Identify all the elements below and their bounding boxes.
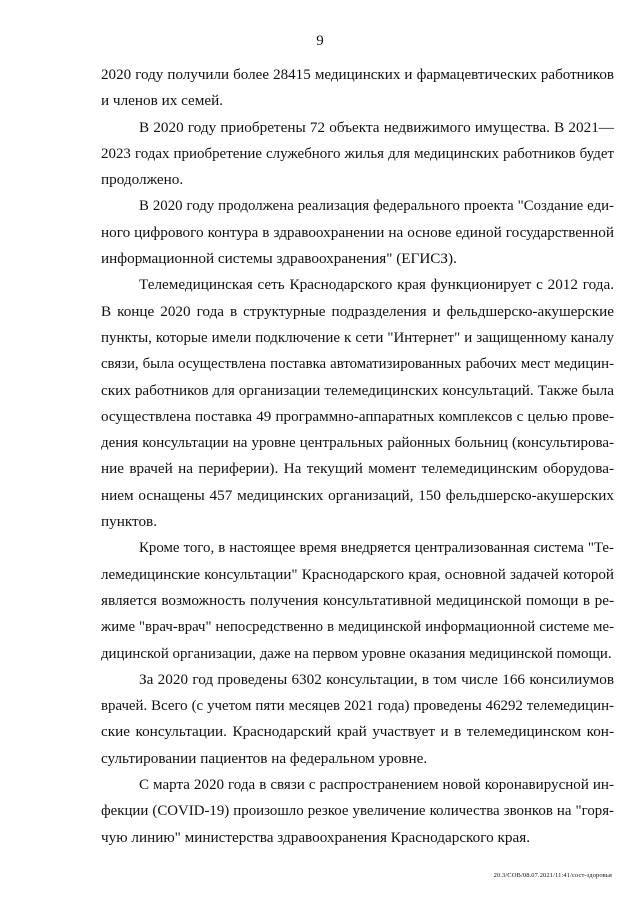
text-line: пунктов. <box>101 513 158 531</box>
text-line: является возможность получения консультативной медицинской помощи в ре- <box>101 591 614 609</box>
text-line: связи, была осуществлена поставка автоматизированных рабочих мест медицин- <box>101 356 614 373</box>
text-line: лемедицинские консультации" Краснодарского края, основной задачей которой <box>101 566 614 583</box>
text-line: информационной системы здравоохранения" (ЕГИСЗ). <box>101 250 457 268</box>
text-line: нием оснащены 457 медицинских организаций, 150 фельдшерско-акушерских <box>101 486 614 504</box>
text-line: осуществлена поставка 49 программно-аппаратных комплексов с целью прове- <box>101 408 614 425</box>
text-line: 2020 году получили более 28415 медицинских и фармацевтических работников <box>101 67 614 83</box>
text-line: ских работников для организации телемедицинских консультаций. Также была <box>101 381 614 399</box>
text-line: Телемедицинская сеть Краснодарского края функционирует с 2012 года. <box>139 276 614 294</box>
text-line: фекции (COVID-19) произошло резкое увеличение количества звонков на "горя- <box>101 803 614 820</box>
text-line: Кроме того, в настоящее время внедряется централизованная система "Те- <box>139 540 614 557</box>
text-line: врачей. Всего (с учетом пяти месяцев 2021 года) проведены 46292 телемедицин- <box>101 698 614 715</box>
text-line: ние врачей на периферии). На текущий момент телемедицинским оборудова- <box>101 460 614 478</box>
text-line: В 2020 году приобретены 72 объекта недвижимого имущества. В 2021— <box>139 118 614 136</box>
text-line: В 2020 году продолжена реализация федерального проекта "Создание еди- <box>139 198 614 215</box>
text-line: пункты, которые имели подключение к сети "Интернет" и защищенному каналу <box>101 329 614 346</box>
text-line: сультировании пациентов на федеральном уровне. <box>101 749 428 767</box>
text-line: 2023 годах приобретение служебного жилья для медицинских работников будет <box>101 145 614 162</box>
text-line: жиме "врач-врач" непосредственно в медицинской информационной системе ме- <box>101 619 614 636</box>
document-footer-code: 20.3/СОВ/08.07.2021/11:41/сост-здоровья <box>493 872 612 879</box>
text-line: и членов их семей. <box>101 92 224 110</box>
text-line: За 2020 год проведены 6302 консультации, в том числе 166 консилиумов <box>139 670 614 688</box>
body-text <box>101 62 614 851</box>
text-line: В конце 2020 года в структурные подразделения и фельдшерско-акушерские <box>101 302 614 320</box>
text-line: С марта 2020 года в связи с распространением новой коронавирусной ин- <box>139 777 614 794</box>
text-line: дицинской организации, даже на первом уровне оказания медицинской помощи. <box>101 645 612 662</box>
page-number: 9 <box>316 33 324 49</box>
text-line: ские консультации. Краснодарский край участвует и в телемедицинском кон- <box>101 723 614 741</box>
text-line: дения консультации на уровне центральных районных больниц (консультирова- <box>101 435 614 452</box>
text-line: чую линию" министерства здравоохранения Краснодарского края. <box>101 828 531 846</box>
text-line: продолжено. <box>101 171 184 189</box>
text-line: ного цифрового контура в здравоохранении на основе единой государственной <box>101 223 614 241</box>
